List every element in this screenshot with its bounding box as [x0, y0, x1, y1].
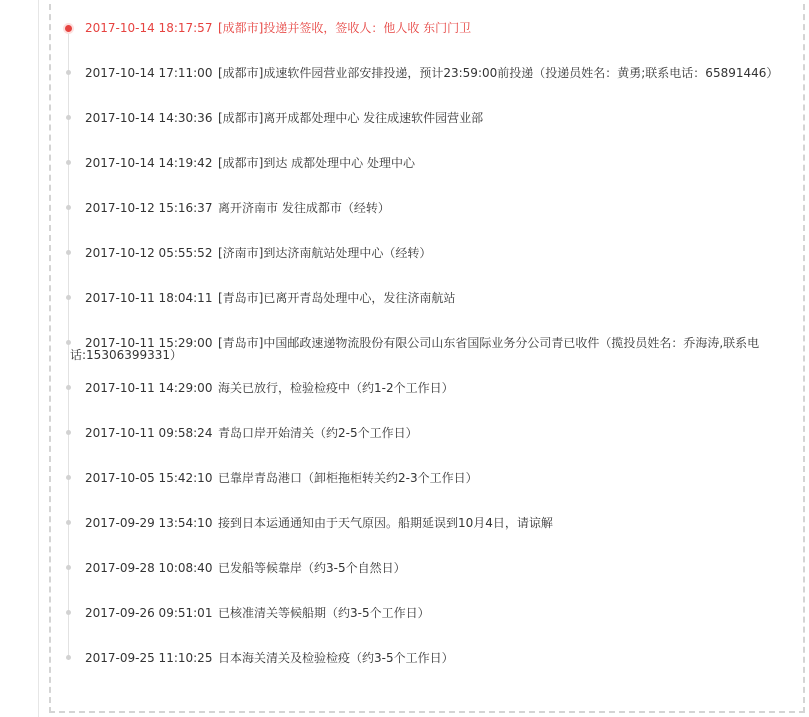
- event-description: 日本海关清关及检验检疫（约3-5个工作日）: [218, 651, 454, 665]
- timeline-dot-icon: [66, 70, 71, 75]
- event-time: 2017-09-29 13:54:10: [85, 516, 213, 530]
- event-description: [成都市]成速软件园营业部安排投递，预计23:59:00前投递（投递员姓名：黄勇;联系电话：65891446）: [218, 66, 779, 80]
- event-description: 青岛口岸开始清关（约2-5个工作日）: [218, 426, 418, 440]
- event-time: 2017-10-12 15:16:37: [85, 201, 213, 215]
- event-time: 2017-10-12 05:55:52: [85, 246, 213, 260]
- timeline-dot-icon: [66, 475, 71, 480]
- event-description: 海关已放行，检验检疫中（约1-2个工作日）: [218, 381, 454, 395]
- timeline-dot-icon: [66, 205, 71, 210]
- event-description: 离开济南市 发往成都市（经转）: [218, 201, 390, 215]
- event-time: 2017-10-11 15:29:00: [85, 336, 213, 350]
- event-time: 2017-10-05 15:42:10: [85, 471, 213, 485]
- event-time: 2017-10-14 18:17:57: [85, 21, 213, 35]
- event-time: 2017-09-25 11:10:25: [85, 651, 213, 665]
- event-description: [成都市]离开成都处理中心 发往成速软件园营业部: [218, 111, 484, 125]
- timeline-dot-icon: [66, 250, 71, 255]
- timeline-dot-icon: [66, 295, 71, 300]
- timeline-dot-icon: [66, 385, 71, 390]
- event-description: [成都市]投递并签收，签收人：他人收 东门门卫: [218, 21, 472, 35]
- timeline-dot-icon: [66, 565, 71, 570]
- event-time: 2017-10-11 18:04:11: [85, 291, 213, 305]
- event-time: 2017-10-14 14:30:36: [85, 111, 213, 125]
- timeline-dot-icon: [66, 655, 71, 660]
- event-time: 2017-10-11 14:29:00: [85, 381, 213, 395]
- event-description: [青岛市]已离开青岛处理中心，发往济南航站: [218, 291, 456, 305]
- event-time: 2017-09-26 09:51:01: [85, 606, 213, 620]
- event-time: 2017-10-11 09:58:24: [85, 426, 213, 440]
- event-time: 2017-09-28 10:08:40: [85, 561, 213, 575]
- event-description: 接到日本运通通知由于天气原因。船期延误到10月4日，请谅解: [218, 516, 553, 530]
- timeline-dot-icon: [66, 430, 71, 435]
- timeline-dot-icon: [66, 610, 71, 615]
- event-time: 2017-10-14 17:11:00: [85, 66, 213, 80]
- event-description: [济南市]到达济南航站处理中心（经转）: [218, 246, 432, 260]
- event-description: 已靠岸青岛港口（卸柜拖柜转关约2-3个工作日）: [218, 471, 478, 485]
- event-description: [成都市]到达 成都处理中心 处理中心: [218, 156, 415, 170]
- event-description: 已核准清关等候船期（约3-5个工作日）: [218, 606, 430, 620]
- timeline-dot-icon: [66, 115, 71, 120]
- timeline-dot-icon: [66, 520, 71, 525]
- tracking-event: [0, 337, 809, 361]
- timeline-dot-icon: [66, 160, 71, 165]
- current-status-dot-icon: [65, 25, 72, 32]
- event-description: 已发船等候靠岸（约3-5个自然日）: [218, 561, 406, 575]
- event-description: [青岛市]中国邮政速递物流股份有限公司山东省国际业务分公司青已收件（揽投员姓名：乔海涛,联系电话:15306399331）: [70, 336, 760, 362]
- event-time: 2017-10-14 14:19:42: [85, 156, 213, 170]
